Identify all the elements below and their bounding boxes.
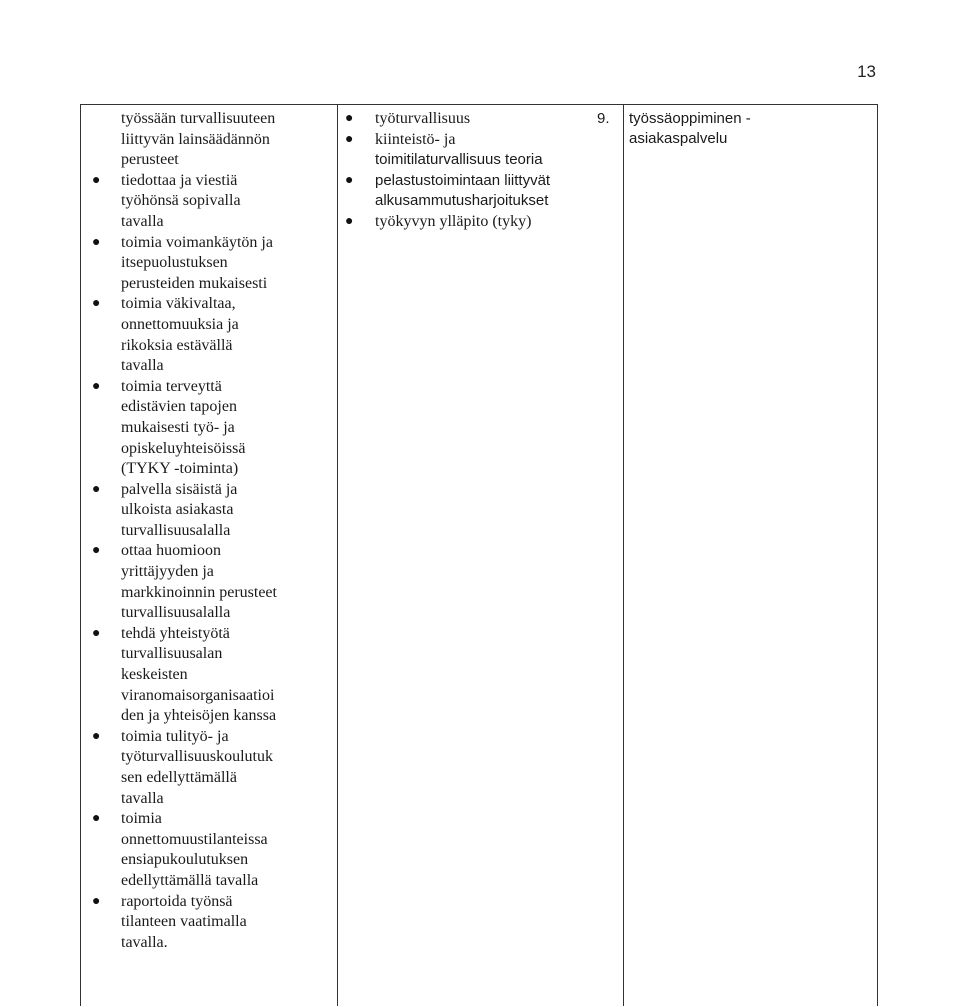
list-item: [92, 480, 333, 542]
list-item: [92, 809, 333, 891]
bullet-icon: ●: [92, 811, 101, 827]
list-item-line: edistävien tapojen: [121, 398, 237, 416]
list-item-line: tavalla.: [121, 933, 168, 951]
list-item-line: palvella sisäistä ja: [121, 480, 238, 498]
list-item: [345, 212, 621, 233]
list-item-line: onnettomuustilanteissa: [121, 830, 268, 848]
list-item: [345, 130, 621, 171]
list-item-line: toimia terveyttä: [121, 377, 222, 395]
list-item-line: perusteiden mukaisesti: [121, 274, 268, 292]
list-item-line: edellyttämällä tavalla: [121, 871, 259, 889]
list-item: [92, 377, 333, 480]
bullet-icon: ●: [92, 543, 101, 559]
bullet-icon: ●: [92, 172, 101, 188]
list-item: [92, 541, 333, 623]
bullet-icon: ●: [92, 728, 101, 744]
bullet-icon: ●: [92, 625, 101, 641]
bullet-icon: ●: [92, 296, 101, 312]
intro-line: perusteet: [121, 151, 179, 169]
list-item-line: alkusammutusharjoitukset: [375, 192, 549, 210]
bullet-icon: ●: [92, 234, 101, 250]
list-item-line: (TYKY -toiminta): [121, 460, 239, 478]
list-item-line: turvallisuusalalla: [121, 521, 231, 539]
list-item-line: tiedottaa ja viestiä: [121, 171, 238, 189]
list-item-line: kiinteistö- ja: [375, 130, 456, 148]
bullet-icon: ●: [92, 893, 101, 909]
list-item-line: työhönsä sopivalla: [121, 192, 241, 210]
list-item: [345, 109, 621, 130]
intro-line: liittyvän lainsäädännön: [121, 130, 270, 148]
bullet-icon: ●: [345, 131, 354, 147]
bullet-icon: ●: [92, 481, 101, 497]
list-item: [92, 727, 333, 809]
list-item-line: työturvallisuus: [375, 110, 471, 127]
list-item-line: toimia voimankäytön ja: [121, 233, 273, 251]
bullet-icon: ●: [92, 378, 101, 394]
bullet-icon: ●: [345, 172, 354, 188]
list-item-line: tavalla: [121, 357, 164, 375]
list-item: [92, 892, 333, 954]
module-number: 9.: [597, 110, 610, 127]
list-item-line: työkyvyn ylläpito (tyky): [375, 212, 532, 230]
list-item-line: onnettomuuksia ja: [121, 315, 239, 333]
list-item-line: toimia: [121, 810, 162, 828]
list-item-line: keskeisten: [121, 666, 188, 684]
list-item-line: turvallisuusalalla: [121, 604, 231, 622]
list-item-line: ensiapukoulutuksen: [121, 851, 249, 869]
list-item-line: den ja yhteisöjen kanssa: [121, 707, 277, 725]
list-item-line: itsepuolustuksen: [121, 254, 228, 272]
bullet-icon: ●: [345, 213, 354, 229]
list-item-line: pelastustoimintaan liittyvät: [375, 171, 551, 189]
page-number: 13: [857, 62, 876, 81]
list-item: [92, 294, 333, 376]
list-item-line: markkinoinnin perusteet: [121, 583, 277, 601]
list-item-line: sen edellyttämällä: [121, 769, 237, 786]
list-item-line: tavalla: [121, 789, 164, 807]
list-item: [92, 171, 333, 233]
list-item-line: toimia tulityö- ja: [121, 727, 229, 745]
list-item-line: yrittäjyyden ja: [121, 563, 214, 581]
list-item-line: mukaisesti työ- ja: [121, 418, 235, 436]
module-line: työssäoppiminen -: [629, 110, 751, 127]
list-item-line: tehdä yhteistyötä: [121, 624, 230, 642]
column-divider: [623, 105, 624, 1006]
bullet-icon: ●: [345, 111, 354, 126]
list-item-line: tavalla: [121, 212, 164, 230]
module-item: [597, 109, 873, 149]
curriculum-table: [80, 104, 878, 1006]
list-item: [92, 624, 333, 727]
list-item: [345, 171, 621, 212]
module-line: asiakaspalvelu: [629, 130, 728, 147]
list-item-line: ulkoista asiakasta: [121, 501, 234, 519]
list-item-line: raportoida työnsä: [121, 892, 233, 910]
module-column: [597, 109, 873, 149]
column-divider: [337, 105, 338, 1006]
list-item-line: turvallisuusalan: [121, 645, 223, 663]
list-item-line: tilanteen vaatimalla: [121, 913, 247, 931]
intro-line: työssään turvallisuuteen: [121, 110, 276, 127]
list-item-line: ottaa huomioon: [121, 542, 221, 560]
list-item-line: toimia väkivaltaa,: [121, 295, 236, 313]
list-item: [92, 233, 333, 295]
list-item-line: toimitilaturvallisuus teoria: [375, 151, 543, 169]
list-item-line: viranomaisorganisaatioi: [121, 686, 275, 704]
list-item-line: rikoksia estävällä: [121, 336, 233, 354]
skills-column: [92, 109, 333, 953]
list-item-line: työturvallisuuskoulutuk: [121, 748, 273, 766]
topics-column: [345, 109, 621, 233]
list-item-line: opiskeluyhteisöissä: [121, 439, 246, 457]
